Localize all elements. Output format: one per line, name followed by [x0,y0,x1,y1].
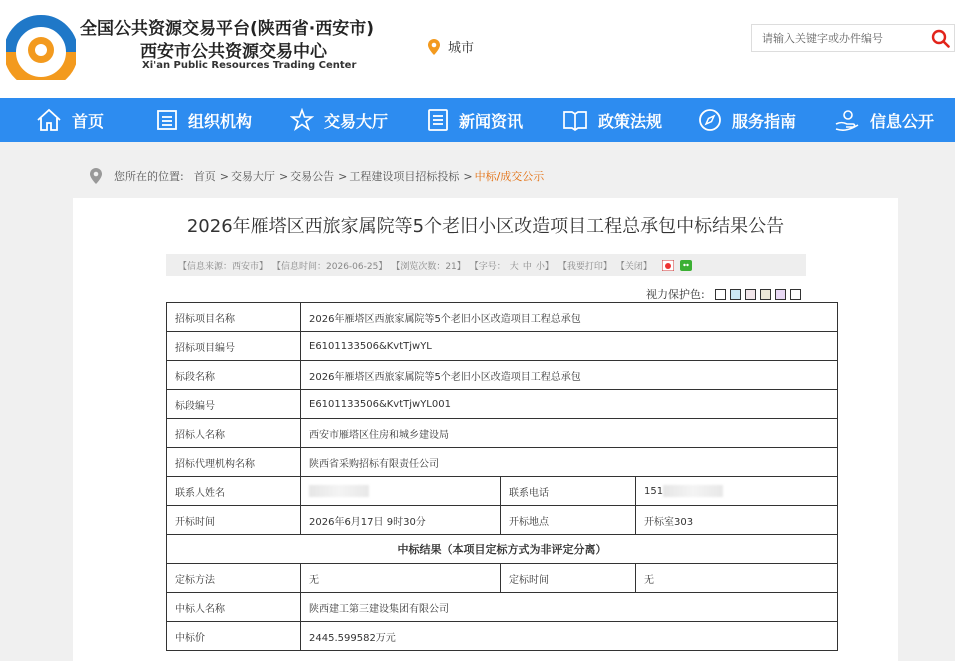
hand-icon [834,108,860,132]
table-row [167,535,838,564]
nav-label: 新闻资讯 [459,111,524,131]
site-subtitle-en: Xi'an Public Resources Trading Center [142,60,357,71]
result-section-title: 中标结果（本项目定标方式为非评定分离） [167,535,838,564]
location-pin-icon [90,168,102,184]
eye-protect-label: 视力保护色: [646,288,705,301]
row-label: 招标人名称 [167,419,301,448]
contact-name-label: 联系人姓名 [167,477,301,506]
nav-label: 服务指南 [732,111,797,131]
table-row [167,419,838,448]
breadcrumb-prefix: 您所在的位置: [114,170,184,183]
search-box [751,24,955,52]
row-value: E6101133506&KvtTjwYL [301,332,838,361]
site-subtitle: 西安市公共资源交易中心 [140,42,327,62]
row-label: 标段名称 [167,361,301,390]
table-row [167,593,838,622]
row-label: 标段编号 [167,390,301,419]
winner-label: 中标人名称 [167,593,301,622]
redaction-blur [309,485,369,497]
breadcrumb-trading-hall[interactable]: 交易大厅 [230,170,275,183]
weibo-share-icon[interactable] [662,260,674,271]
nav-label: 信息公开 [870,111,935,131]
contact-phone-text: 151 [644,486,664,497]
document-icon [156,109,178,131]
breadcrumb-announcements[interactable]: 交易公告 [290,170,335,183]
location-pin-icon [428,39,440,55]
info-time: 【信息时间：2026-06-25】 [272,261,388,272]
open-time-value: 2026年6月17日 9时30分 [301,506,501,535]
table-row [167,332,838,361]
breadcrumb-separator: > [278,169,289,183]
eye-color-swatch-4[interactable] [760,289,771,300]
breadcrumb-current[interactable]: 中标/成交公示 [474,170,545,183]
breadcrumb-home[interactable]: 首页 [193,170,216,183]
winner-value: 陕西建工第三建设集团有限公司 [301,593,838,622]
font-size-small[interactable]: 小】 [535,261,554,272]
breadcrumb-separator: > [219,169,229,183]
table-row [167,361,838,390]
site-title: 全国公共资源交易平台(陕西省·西安市) [80,19,374,39]
table-row [167,448,838,477]
row-value: 2026年雁塔区西旅家属院等5个老旧小区改造项目工程总承包 [301,303,838,332]
font-size-big[interactable]: 大 [509,261,519,272]
decide-time-label: 定标时间 [501,564,636,593]
price-value: 2445.599582万元 [301,622,838,651]
row-label: 招标代理机构名称 [167,448,301,477]
open-place-value: 开标室303 [636,506,838,535]
breadcrumb-separator: > [338,169,348,183]
home-icon [36,108,62,132]
open-time-label: 开标时间 [167,506,301,535]
table-row [167,564,838,593]
method-label: 定标方法 [167,564,301,593]
nav-item-policy[interactable] [562,98,662,142]
price-label: 中标价 [167,622,301,651]
star-icon [290,108,314,132]
row-label: 招标项目编号 [167,332,301,361]
font-size-label: 【字号： [469,261,506,272]
contact-name-value [301,477,501,506]
decide-time-value: 无 [636,564,838,593]
row-value: 陕西省采购招标有限责任公司 [301,448,838,477]
row-value: 西安市雁塔区住房和城乡建设局 [301,419,838,448]
article-panel [73,198,898,661]
result-table [166,302,838,651]
table-row [167,477,838,506]
info-source: 【信息来源：西安市】 [178,261,269,272]
nav-item-news[interactable] [427,98,523,142]
open-place-label: 开标地点 [501,506,636,535]
city-label: 城市 [448,41,475,56]
print-link[interactable]: 【我要打印】 [557,261,612,272]
nav-label: 交易大厅 [324,111,389,131]
compass-icon [698,108,722,132]
eye-color-swatch-6[interactable] [790,289,801,300]
row-value: E6101133506&KvtTjwYL001 [301,390,838,419]
table-row [167,622,838,651]
method-value: 无 [301,564,501,593]
nav-item-home[interactable] [36,98,104,142]
city-selector[interactable] [428,37,474,56]
eye-color-swatch-5[interactable] [775,289,786,300]
book-icon [562,109,588,131]
eye-protect-colors [646,286,801,302]
info-views: 【浏览次数：21】 [391,261,466,272]
nav-item-info-public[interactable] [834,98,934,142]
eye-color-swatch-3[interactable] [745,289,756,300]
search-icon[interactable] [931,29,950,48]
nav-label: 组织机构 [188,111,253,131]
font-size-mid[interactable]: 中 [522,261,532,272]
article-info-bar [166,254,806,276]
close-link[interactable]: 【关闭】 [615,261,652,272]
breadcrumb-engineering[interactable]: 工程建设项目招标投标 [349,170,460,183]
nav-label: 首页 [72,111,105,131]
contact-phone-label: 联系电话 [501,477,636,506]
table-row [167,506,838,535]
eye-color-swatch-1[interactable] [715,289,726,300]
table-row [167,390,838,419]
site-logo[interactable] [6,10,76,80]
nav-item-organization[interactable] [156,98,252,142]
search-input[interactable] [752,25,928,51]
wechat-share-icon[interactable] [680,260,692,271]
contact-phone-value [636,477,838,506]
main-nav [0,98,955,142]
article-title: 2026年雁塔区西旅家属院等5个老旧小区改造项目工程总承包中标结果公告 [186,216,785,237]
nav-item-trading-hall[interactable] [290,98,388,142]
table-row [167,303,838,332]
row-label: 招标项目名称 [167,303,301,332]
list-icon [427,109,449,131]
row-value: 2026年雁塔区西旅家属院等5个老旧小区改造项目工程总承包 [301,361,838,390]
nav-item-service-guide[interactable] [698,98,796,142]
eye-color-swatch-2[interactable] [730,289,741,300]
site-header [0,0,955,98]
nav-label: 政策法规 [598,111,663,131]
redaction-blur [663,485,723,497]
breadcrumb-separator: > [463,169,473,183]
breadcrumb [90,168,544,184]
